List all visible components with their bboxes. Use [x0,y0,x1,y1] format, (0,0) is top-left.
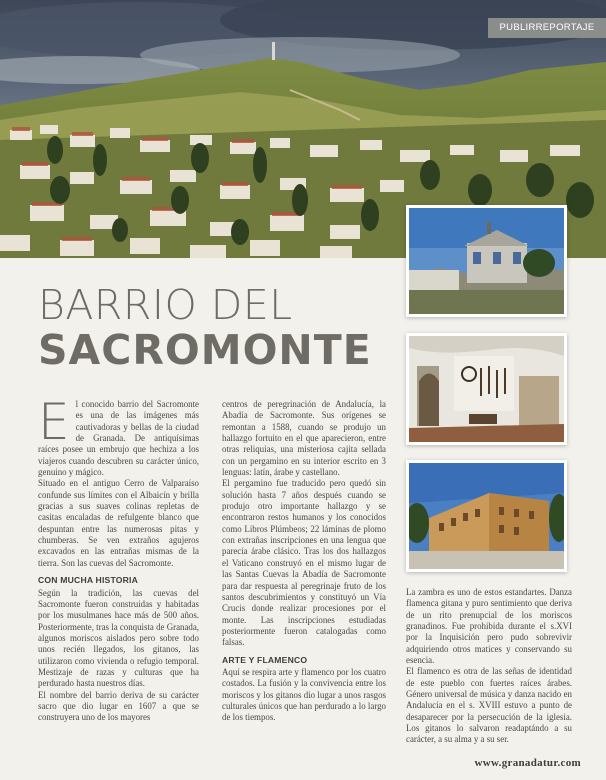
intro-text: l conocido barrio del Sacromonte es una de las imágenes más cautivadoras y bellas de la ciudad de Granada. De antiquísimas raíces posee un embrujo que hechiza a los viajeros cuando descubren su carácter único, genuino y mágico. [38,399,199,478]
paragraph: El nombre del barrio deriva de su carácter sacro que dio lugar en 1607 a que se construyera uno de los mayores [38,689,199,723]
title-line-1: BARRIO DEL [38,281,293,329]
paragraph: El pergamino fue traducido pero quedó sin solución hasta 7 años después cuando se produjo otro importante hallazgo y se encontraron restos humanos y los conocidos como Libros Plúmbeos; 22 láminas de plomo con extrañas inscripciones en una lengua que parecía árabe clásico. Tras los dos hallazgos el Vaticano construyó en el mismo lugar de las Santas Cuevas la Abadía de Sacromonte para dar respuesta al peregrinaje fruto de los santos descubrimientos y constituyó un Vía Crucis donde realizar procesiones por el monte. Las inscripciones estudiadas posteriormente fueron catalogadas como falsas. [222,478,386,648]
photo-abbey-building [406,205,567,317]
article-column-3 [406,587,572,746]
website-url[interactable]: www.granadatur.com [474,757,581,769]
photo-abbey-facade [406,460,567,572]
paragraph: Según la tradición, las cuevas del Sacromonte fueron construidas y habitadas por los musulmanes hace más de 500 años. Posteriormente, tras la conquista de Granada, algunos moriscos aislados pero sobre todo unos recién llegados, los gitanos, las utilizaron como vivienda o refugio temporal. Mestizaje de razas y culturas que ha perdurado hasta nuestros días. [38,587,199,689]
section-heading-art: ARTE Y FLAMENCO [222,654,308,665]
title-line-2: SACROMONTE [38,326,372,374]
article-column-1 [38,393,199,724]
paragraph: Situado en el antiguo Cerro de Valparaíso confunde sus límites con el Albaicín y brilla gracias a sus suaves colinas repletas de casitas encaladas de refulgente blanco que despuntan entre las numerosas pitas y chumberas. Se ven extraños agujeros excavados en las entrañas mismas de la tierra. Son las cuevas del Sacromonte. [38,478,199,568]
paragraph: Aquí se respira arte y flamenco por los cuatro costados. La fusión y la convivencia entre los moriscos y los gitanos dio lugar a unos rasgos culturales únicos que han perdurado a lo largo de los tiempos. [222,666,386,723]
article-column-2 [222,399,386,724]
photo-cave-interior [406,333,567,445]
paragraph: centros de peregrinación de Andalucía, la Abadía de Sacromonte. Sus orígenes se remontan a 1588, cuando se produjo un hallazgo fortuito en el que aparecieron, entre otras reliquias, una misteriosa cajita sellada con un pergamino en su interior escrito en 3 lenguas: latín, árabe y castellano. [222,399,386,478]
intro-paragraph [38,393,199,478]
publirreportaje-tag: PUBLIRREPORTAJE [488,18,606,38]
drop-cap: E [38,393,70,451]
section-heading-history: CON MUCHA HISTORIA [38,575,139,586]
paragraph: La zambra es uno de estos estandartes. Danza flamenca gitana y puro sentimiento que deriva de un rito prenupcial de los moriscos granadinos. Fue prohibida durante el s.XVI por la Inquisición pero pudo sobrevivir adquiriendo otros matices y conservando su esencia. [406,587,572,666]
paragraph: El flamenco es otra de las señas de identidad de este pueblo con fuertes raíces árabes. Género universal de música y danza nacido en Andalucía en el s. XVIII estuvo a punto de desaparecer por la persecución de la iglesia. Los gitanos lo salvaron readaptándo a su carácter, a su alma y a su ser. [406,666,572,745]
